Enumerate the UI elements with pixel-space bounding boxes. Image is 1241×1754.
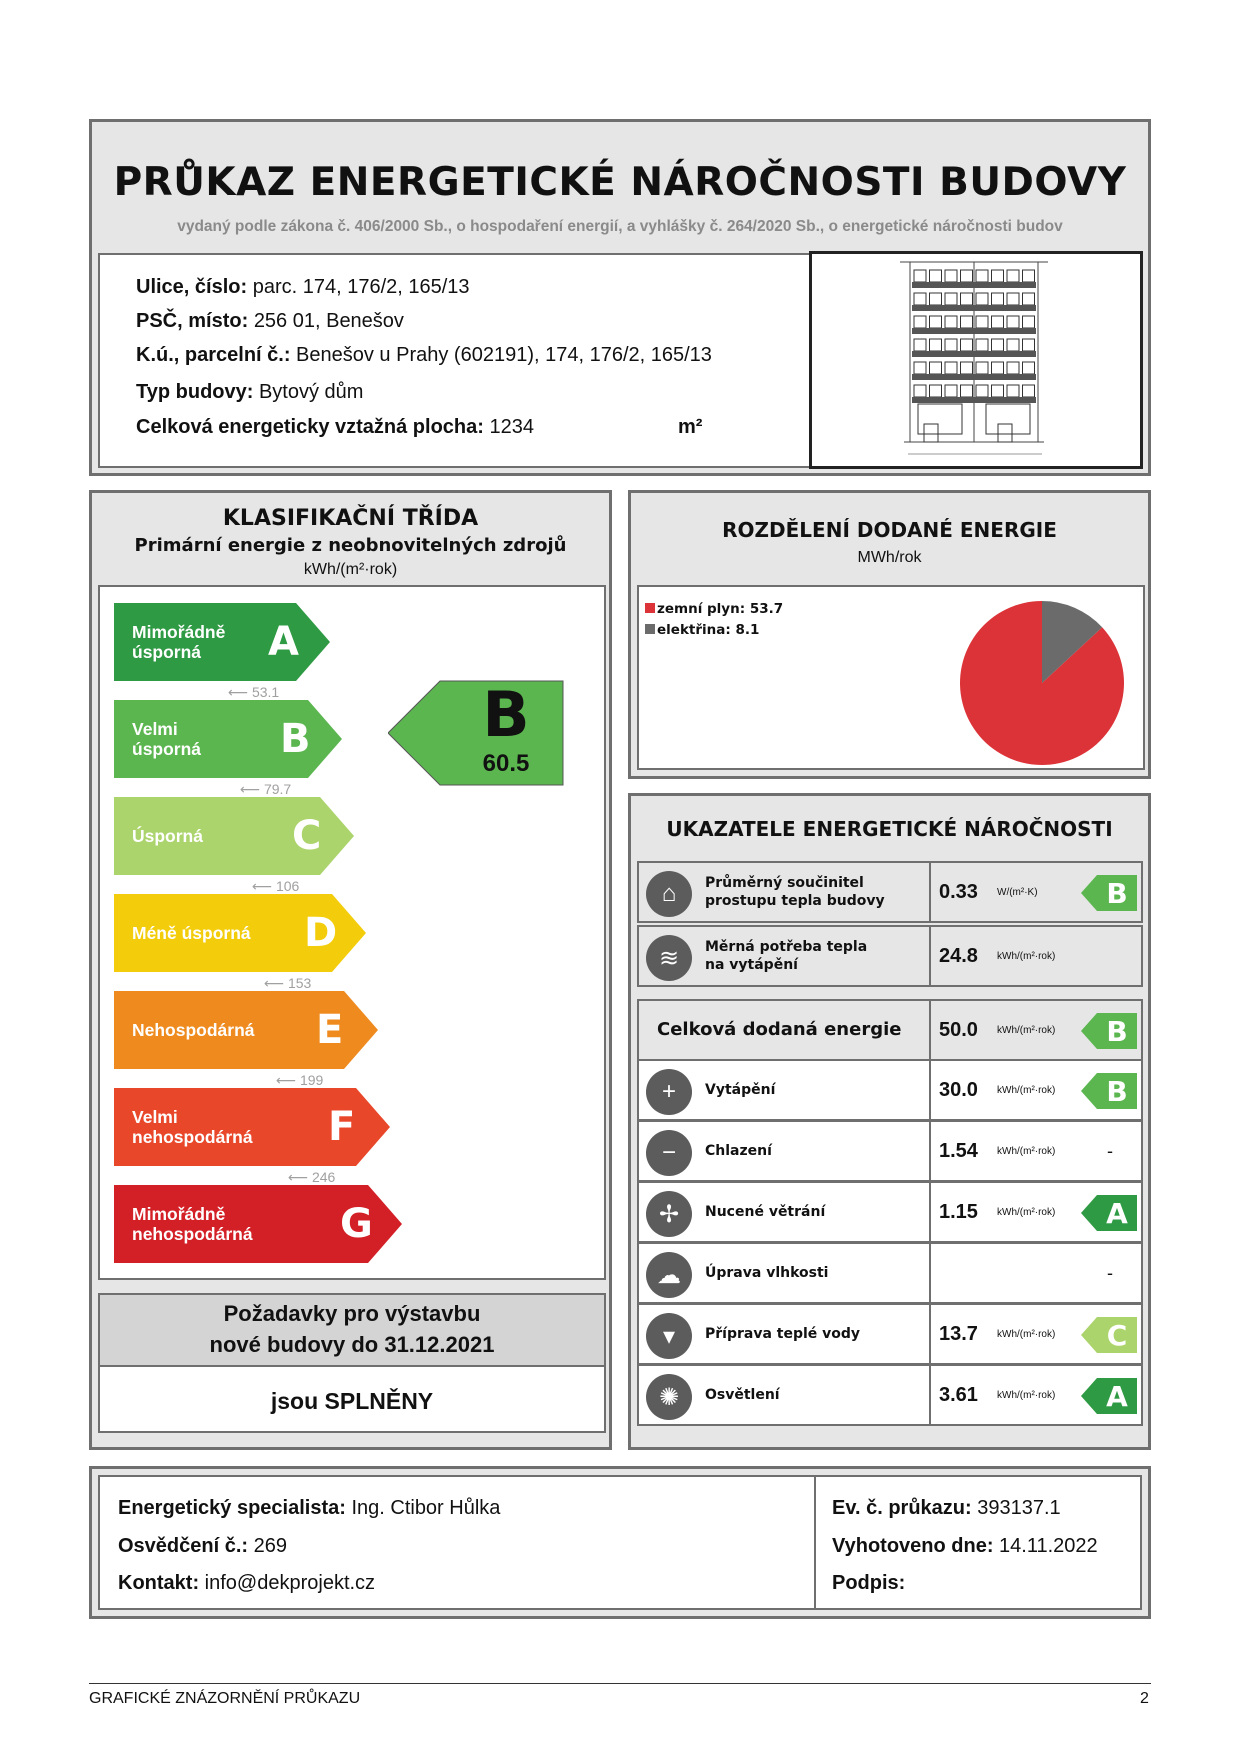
- indicator-row: [637, 1364, 1143, 1426]
- class-limit: ⟵ 53.1: [228, 684, 280, 700]
- class-bar-a: [114, 603, 330, 681]
- indicator-unit: kWh/(m²·rok): [997, 1084, 1056, 1096]
- class-bar-c: [114, 797, 354, 875]
- class-bar-g: [114, 1185, 402, 1263]
- class-bar-e: [114, 991, 378, 1069]
- indicator-label: Vytápění: [705, 1082, 776, 1098]
- indicator-label: Celková dodaná energie: [657, 1019, 902, 1040]
- cert-row: Osvědčení č.: 269: [118, 1535, 287, 1557]
- classification-panel: [89, 490, 612, 1450]
- indicator-label: Průměrný součinitel prostupu tepla budovy: [705, 875, 885, 909]
- result-class-value: 60.5: [482, 750, 530, 777]
- header-panel: [89, 119, 1151, 476]
- date-row: Vyhotoveno dne: 14.11.2022: [832, 1535, 1098, 1557]
- requirements-line2: nové budovy do 31.12.2021: [209, 1332, 495, 1357]
- indicator-unit: kWh/(m²·rok): [997, 1389, 1056, 1401]
- class-bar-label: Velmi úsporná: [132, 719, 202, 759]
- contact-row: Kontakt: info@dekprojekt.cz: [118, 1572, 376, 1594]
- psc-value: 256 01, Benešov: [253, 310, 404, 332]
- indicator-label: Osvětlení: [705, 1387, 780, 1403]
- contact-email: info@dekprojekt.cz: [204, 1572, 376, 1594]
- legend-swatch-gas: [645, 603, 655, 613]
- limit-arrow-icon: ⟵: [240, 781, 264, 797]
- indicator-row: [637, 1181, 1143, 1243]
- ku-row: K.ú., parcelní č.: Benešov u Prahy (602191), 174, 176/2, 165/13: [136, 344, 712, 366]
- class-bar-letter: C: [292, 813, 322, 859]
- indicator-value: 50.0: [939, 1018, 978, 1041]
- indicator-class-badge: [1081, 1013, 1137, 1054]
- classification-title: KLASIFIKAČNÍ TŘÍDA: [222, 506, 479, 531]
- requirements-line1: Požadavky pro výstavbu: [223, 1301, 481, 1326]
- class-bar-letter: G: [340, 1201, 373, 1247]
- indicator-class-letter: C: [1106, 1318, 1128, 1352]
- ev-number: 393137.1: [977, 1497, 1061, 1519]
- distribution-panel: [628, 490, 1151, 779]
- building-photo-box: [809, 251, 1143, 469]
- indicator-divider: [929, 1305, 931, 1363]
- class-bar-label: Mimořádně úsporná: [132, 622, 226, 662]
- requirements-result: jsou SPLNĚNY: [270, 1388, 434, 1414]
- limit-arrow-icon: ⟵: [252, 878, 276, 894]
- indicator-value: 1.54: [939, 1139, 978, 1162]
- building-info-box: [98, 253, 811, 468]
- class-bar-label: Velmi nehospodárná: [132, 1107, 253, 1147]
- classification-subtitle: Primární energie z neobnovitelných zdrojů: [134, 535, 567, 556]
- indicator-value: 24.8: [939, 944, 978, 967]
- class-bar-letter: D: [304, 910, 338, 956]
- indicator-row: [637, 1242, 1143, 1304]
- indicator-label: Příprava teplé vody: [705, 1326, 861, 1342]
- class-bar-letter: F: [328, 1104, 356, 1150]
- psc-row: PSČ, místo: 256 01, Benešov: [136, 310, 404, 332]
- class-bar-label: Nehospodárná: [132, 1020, 255, 1040]
- requirements-header: [100, 1295, 604, 1367]
- indicator-divider: [929, 1183, 931, 1241]
- class-limit: ⟵ 199: [276, 1072, 324, 1088]
- indicator-value: 1.15: [939, 1200, 978, 1223]
- class-bar-b: [114, 700, 342, 778]
- indicator-divider: [929, 1001, 931, 1059]
- indicator-label: Úprava vlhkosti: [705, 1265, 829, 1281]
- class-limit: ⟵ 246: [288, 1169, 336, 1185]
- page-footer-title: GRAFICKÉ ZNÁZORNĚNÍ PRŮKAZU: [89, 1690, 361, 1707]
- class-limit: ⟵ 153: [264, 975, 312, 991]
- street-row: Ulice, číslo: parc. 174, 176/2, 165/13: [136, 276, 470, 298]
- indicator-unit: W/(m²·K): [997, 886, 1038, 898]
- indicators-title: UKAZATELE ENERGETICKÉ NÁROČNOSTI: [666, 817, 1113, 841]
- indicator-divider: [929, 1122, 931, 1180]
- indicator-class-badge: [1081, 1378, 1137, 1419]
- indicator-unit: kWh/(m²·rok): [997, 1328, 1056, 1340]
- class-bar-letter: E: [316, 1007, 344, 1053]
- indicator-row: [637, 861, 1143, 923]
- pie-chart: [959, 600, 1125, 766]
- indicator-class-badge: [1081, 1073, 1137, 1114]
- fan-icon: ✢: [646, 1191, 692, 1237]
- type-row: Typ budovy: Bytový dům: [136, 381, 364, 403]
- pie-legend: [645, 599, 783, 641]
- indicator-row: [637, 1059, 1143, 1121]
- legend-item-electricity: elektřina: 8.1: [645, 620, 783, 641]
- class-limit: ⟵ 106: [252, 878, 300, 894]
- class-bar-d: [114, 894, 366, 972]
- distribution-title: ROZDĚLENÍ DODANÉ ENERGIE: [722, 518, 1057, 542]
- indicator-row: [637, 999, 1143, 1061]
- class-bar-label: Mimořádně nehospodárná: [132, 1204, 253, 1244]
- indicator-row: [637, 1120, 1143, 1182]
- thermometer-minus-icon: −: [646, 1130, 692, 1176]
- indicator-class-letter: B: [1106, 1074, 1128, 1108]
- specialist-row: Energetický specialista: Ing. Ctibor Hůlka: [118, 1497, 501, 1519]
- indicator-value: 30.0: [939, 1078, 978, 1101]
- legend-swatch-electricity: [645, 624, 655, 634]
- faucet-icon: ▾: [646, 1313, 692, 1359]
- distribution-chart-box: [637, 585, 1145, 770]
- limit-arrow-icon: ⟵: [288, 1169, 312, 1185]
- indicator-class-none: -: [1107, 1140, 1113, 1161]
- indicator-unit: kWh/(m²·rok): [997, 1145, 1056, 1157]
- legend-item-gas: zemní plyn: 53.7: [645, 599, 783, 620]
- class-limit: ⟵ 79.7: [240, 781, 292, 797]
- area-unit: m²: [678, 416, 703, 438]
- document-title: PRŮKAZ ENERGETICKÉ NÁROČNOSTI BUDOVY: [113, 160, 1127, 205]
- indicator-class-letter: A: [1106, 1196, 1128, 1230]
- issue-date: 14.11.2022: [999, 1535, 1098, 1557]
- indicator-class-none: -: [1107, 1262, 1113, 1283]
- type-value: Bytový dům: [258, 381, 364, 403]
- indicator-value: 13.7: [939, 1322, 978, 1345]
- limit-arrow-icon: ⟵: [228, 684, 252, 700]
- specialist-box: [98, 1475, 1142, 1610]
- indicator-divider: [929, 1366, 931, 1424]
- ev-row: Ev. č. průkazu: 393137.1: [832, 1497, 1061, 1519]
- limit-arrow-icon: ⟵: [276, 1072, 300, 1088]
- house-icon: ⌂: [646, 871, 692, 917]
- result-class-marker: [388, 680, 564, 786]
- class-bar-label: Úsporná: [132, 826, 203, 846]
- class-bar-letter: B: [280, 716, 311, 762]
- signature-row: Podpis:: [832, 1572, 906, 1594]
- thermometer-plus-icon: +: [646, 1069, 692, 1115]
- classification-unit: kWh/(m²·rok): [303, 561, 398, 578]
- cert-number: 269: [253, 1535, 287, 1557]
- document-subtitle: vydaný podle zákona č. 406/2000 Sb., o hospodaření energií, a vyhlášky č. 264/2020 Sb., o energetické náročnosti budov: [177, 218, 1063, 235]
- heat-demand-icon: ≋: [646, 935, 692, 981]
- indicator-label: Chlazení: [705, 1143, 772, 1159]
- indicator-class-badge: [1081, 875, 1137, 916]
- area-value: 1234: [489, 416, 534, 438]
- indicator-class-letter: B: [1106, 876, 1128, 910]
- indicator-row: [637, 925, 1143, 987]
- class-bar-f: [114, 1088, 390, 1166]
- indicator-label: Nucené větrání: [705, 1204, 826, 1220]
- indicator-value: 0.33: [939, 880, 978, 903]
- building-facade-image: [812, 254, 1140, 466]
- indicator-unit: kWh/(m²·rok): [997, 1206, 1056, 1218]
- indicator-row: [637, 1303, 1143, 1365]
- indicator-divider: [929, 1061, 931, 1119]
- humidity-icon: ☁: [646, 1252, 692, 1298]
- class-bar-label: Méně úsporná: [132, 923, 251, 943]
- indicator-class-letter: B: [1106, 1014, 1128, 1048]
- indicator-divider: [929, 1244, 931, 1302]
- indicator-class-badge: [1081, 1317, 1137, 1358]
- distribution-unit: MWh/rok: [857, 549, 922, 566]
- indicator-unit: kWh/(m²·rok): [997, 1024, 1056, 1036]
- lightbulb-icon: ✺: [646, 1374, 692, 1420]
- indicators-panel: [628, 793, 1151, 1450]
- indicator-divider: [929, 863, 931, 921]
- footer-divider: [814, 1477, 816, 1608]
- area-row: Celková energeticky vztažná plocha: 1234: [136, 416, 534, 438]
- indicator-label: Měrná potřeba tepla na vytápění: [705, 939, 868, 973]
- page-number: 2: [1140, 1690, 1149, 1707]
- limit-arrow-icon: ⟵: [264, 975, 288, 991]
- indicator-unit: kWh/(m²·rok): [997, 950, 1056, 962]
- indicator-class-letter: A: [1106, 1379, 1128, 1413]
- indicator-value: 3.61: [939, 1383, 978, 1406]
- page-footer-rule: [89, 1683, 1151, 1684]
- energy-scale-box: [98, 585, 606, 1280]
- ku-value: Benešov u Prahy (602191), 174, 176/2, 165/13: [296, 344, 712, 366]
- result-class-letter: B: [482, 678, 530, 751]
- specialist-panel: [89, 1466, 1151, 1619]
- requirements-box: [98, 1293, 606, 1433]
- class-bar-letter: A: [268, 619, 299, 665]
- indicator-divider: [929, 927, 931, 985]
- indicator-class-badge: [1081, 1195, 1137, 1236]
- street-value: parc. 174, 176/2, 165/13: [252, 276, 470, 298]
- specialist-name: Ing. Ctibor Hůlka: [351, 1497, 501, 1519]
